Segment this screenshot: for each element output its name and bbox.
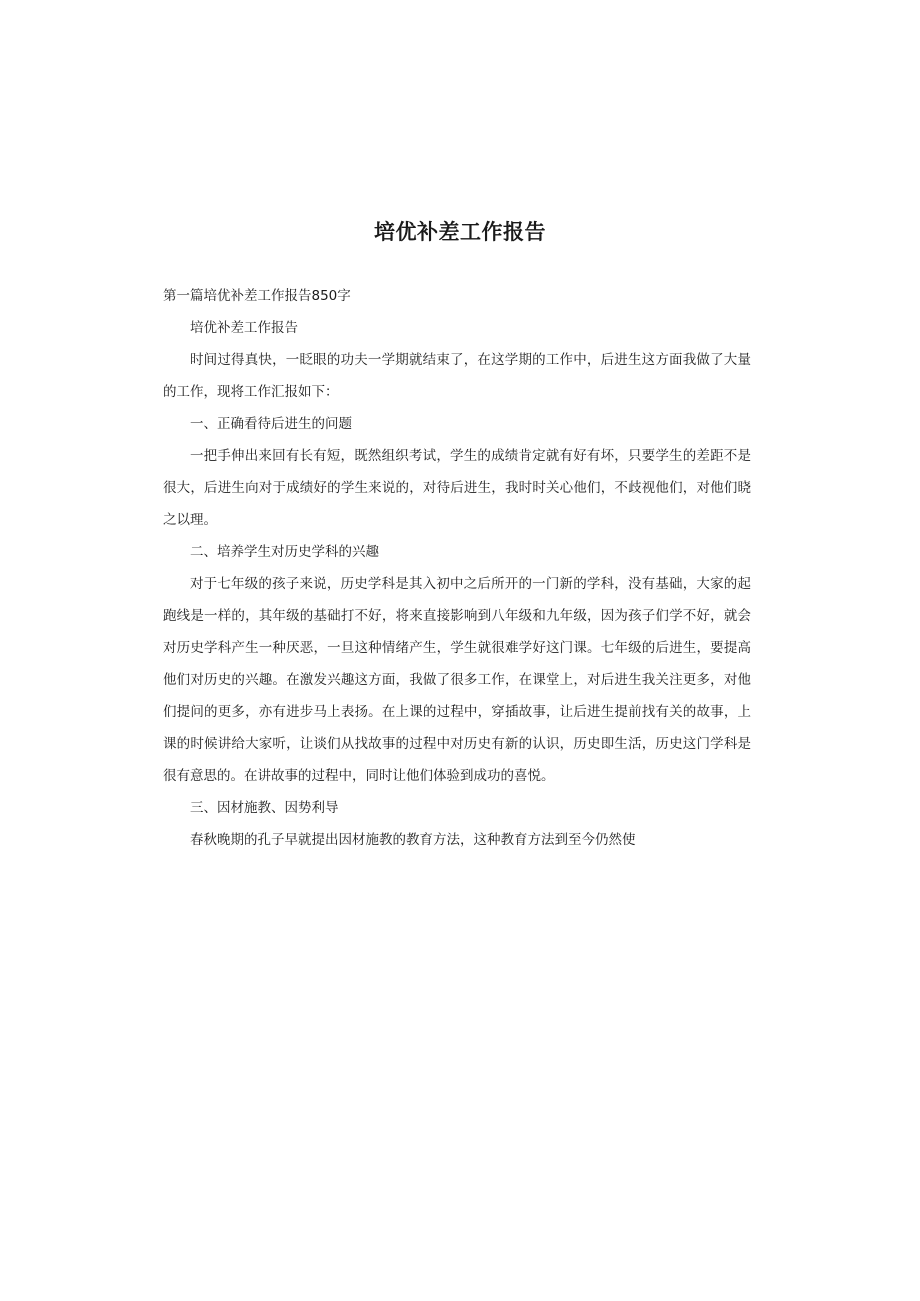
document-title: 培优补差工作报告	[374, 220, 546, 244]
chapter-heading: 第一篇培优补差工作报告850字	[163, 288, 351, 304]
section-heading-2: 二、培养学生对历史学科的兴趣	[190, 544, 379, 560]
paragraph-intro: 时间过得真快，一眨眼的功夫一学期就结束了，在这学期的工作中，后进生这方面我做了大量的工作，现将工作汇报如下：	[163, 352, 751, 400]
section-heading-1: 一、正确看待后进生的问题	[190, 416, 352, 432]
section-heading-3: 三、因材施教、因势利导	[190, 800, 339, 816]
section-subtitle: 培优补差工作报告	[190, 320, 298, 336]
paragraph-section-1: 一把手伸出来回有长有短，既然组织考试，学生的成绩肯定就有好有坏，只要学生的差距不是很大，后进生向对于成绩好的学生来说的，对待后进生，我时时关心他们，不歧视他们，对他们晓之以理。	[163, 448, 751, 528]
paragraph-section-3: 春秋晚期的孔子早就提出因材施教的教育方法，这种教育方法到至今仍然使	[190, 832, 636, 848]
document-body	[163, 280, 751, 856]
paragraph-section-2: 对于七年级的孩子来说，历史学科是其入初中之后所开的一门新的学科，没有基础，大家的起跑线是一样的，其年级的基础打不好，将来直接影响到八年级和九年级，因为孩子们学不好，就会对历史学科产生一种厌恶，一旦这种情绪产生，学生就很难学好这门课。七年级的后进生，要提高他们对历史的兴趣。在激发兴趣这方面，我做了很多工作，在课堂上，对后进生我关注更多，对他们提问的更多，亦有进步马上表扬。在上课的过程中，穿插故事，让后进生提前找有关的故事，上课的时候讲给大家听，让谈们从找故事的过程中对历史有新的认识，历史即生活，历史这门学科是很有意思的。在讲故事的过程中，同时让他们体验到成功的喜悦。	[163, 576, 751, 784]
